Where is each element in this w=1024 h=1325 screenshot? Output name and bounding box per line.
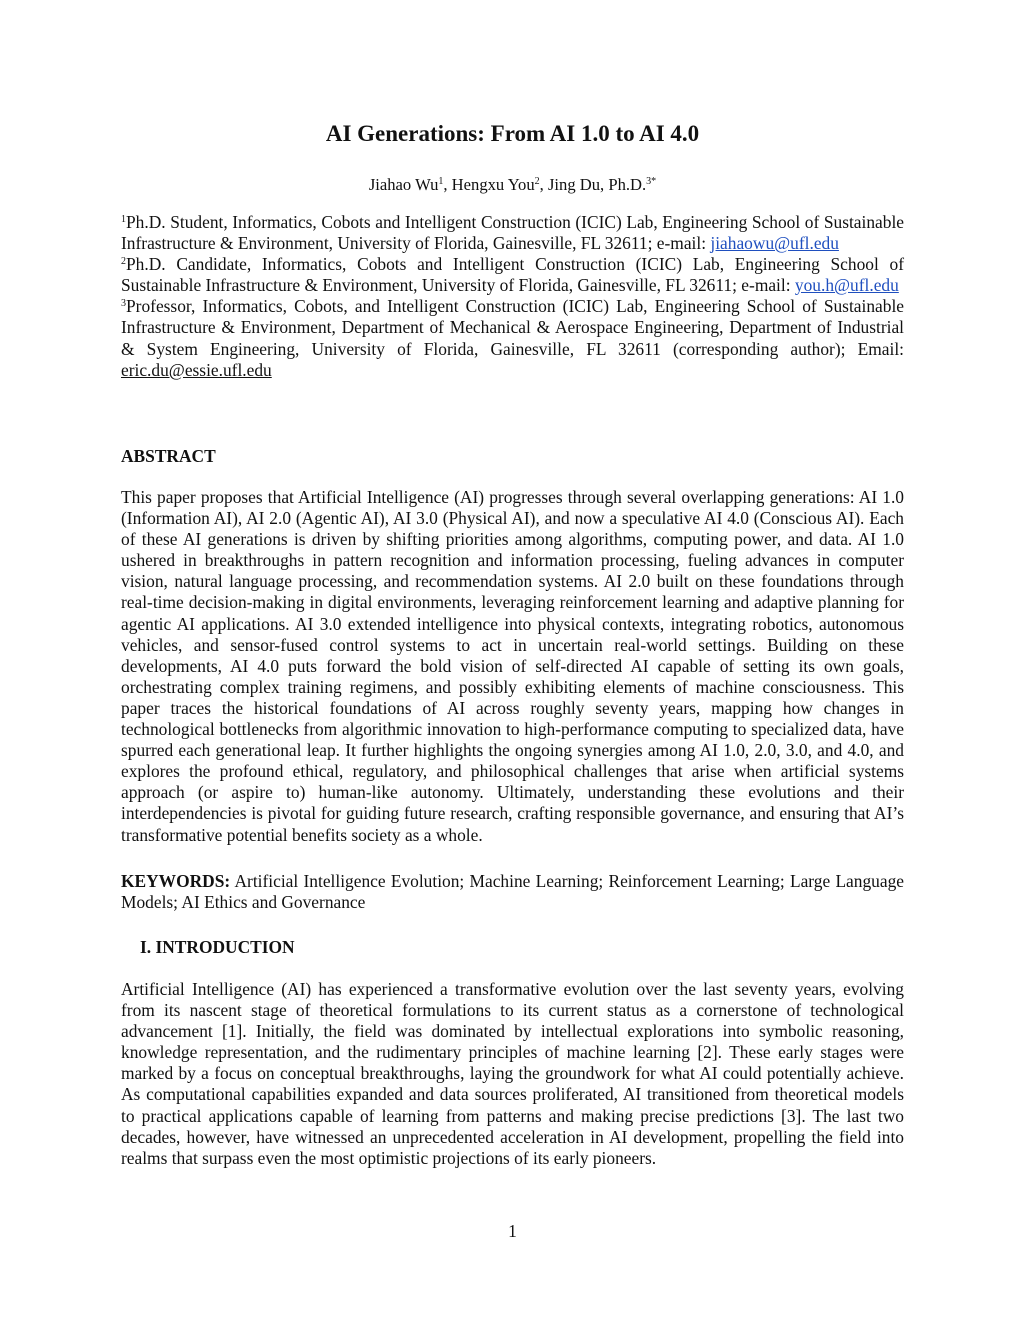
author-separator: , xyxy=(539,175,548,194)
affiliation-item xyxy=(121,212,904,254)
affiliation-item xyxy=(121,254,904,296)
affiliation-mark: 1 xyxy=(121,214,126,225)
author-list xyxy=(121,173,904,197)
affiliation-item xyxy=(121,296,904,380)
abstract-text: This paper proposes that Artificial Intelligence (AI) progresses through several overlapping generations: AI 1.0 (Information AI), AI 2.0 (Agentic AI), AI 3.0 (Physical AI), and now a speculative AI 4.0 (Conscious AI). Each of these AI generations is driven by shifting priorities among algorithms, computing power, and data. AI 1.0 ushered in breakthroughs in pattern recognition and information processing, fueling advances in computer vision, natural language processing, and recommendation systems. AI 2.0 built on these foundations through real-time decision-making in digital environments, leveraging reinforcement learning and adaptive planning for agentic AI applications. AI 3.0 extended intelligence into physical contexts, integrating robotics, autonomous vehicles, and sensor-fused control systems to act in uncertain real-world settings. Building on these developments, AI 4.0 puts forward the bold vision of self-directed AI capable of setting its own goals, orchestrating complex training regimens, and possibly exhibiting elements of machine consciousness. This paper traces the historical foundations of AI across roughly seventy years, mapping how changes in technological bottlenecks from algorithmic innovation to high-performance computing to specialized data, have spurred each generational leap. It further highlights the ongoing synergies among AI 1.0, 2.0, 3.0, and 4.0, and explores the profound ethical, regulatory, and philosophical challenges that arise when artificial systems approach (or aspire to) human-like autonomy. Ultimately, understanding these evolutions and their interdependencies is pivotal for guiding future research, crafting responsible governance, and ensuring that AI’s transformative potential benefits society as a whole. xyxy=(121,487,904,845)
author-name: Jing Du, Ph.D. xyxy=(547,175,647,194)
author-affiliation-mark: 2 xyxy=(534,176,540,187)
author-email-link[interactable]: you.h@ufl.edu xyxy=(794,275,899,296)
author-separator: , xyxy=(443,175,452,194)
author-name: Hengxu You xyxy=(451,175,535,194)
introduction-heading: I. INTRODUCTION xyxy=(140,937,295,957)
author-email-link[interactable]: jiahaowu@ufl.edu xyxy=(710,233,839,254)
author-affiliation-mark: 3* xyxy=(646,176,657,187)
author-name: Jiahao Wu xyxy=(368,175,439,194)
affiliation-text: Professor, Informatics, Cobots, and Intelligent Construction (ICIC) Lab, Engineering School of Sustainable Infrastructure & Environment, Department of Mechanical & Aerospace Engineering, Department of Industrial & System Engineering, University of Florida, Gainesville, FL 32611 (corresponding author); Email: xyxy=(121,296,904,359)
abstract-heading: ABSTRACT xyxy=(121,446,216,466)
keywords-label: KEYWORDS: xyxy=(121,871,231,891)
author-affiliation-mark: 1 xyxy=(438,176,444,187)
corresponding-email-link[interactable]: eric.du@essie.ufl.edu xyxy=(121,359,272,380)
paper-title: AI Generations: From AI 1.0 to AI 4.0 xyxy=(325,121,700,146)
page-number: 1 xyxy=(508,1221,517,1241)
affiliation-mark: 3 xyxy=(121,298,126,310)
keywords-text: Artificial Intelligence Evolution; Machine Learning; Reinforcement Learning; Large Language Models; AI Ethics and Governance xyxy=(121,871,904,913)
introduction-text: Artificial Intelligence (AI) has experienced a transformative evolution over the last seventy years, evolving from its nascent stage of theoretical formulations to its current status as a cornerstone of technological advancement [1]. Initially, the field was dominated by intellectual explorations into symbolic reasoning, knowledge representation, and the rudimentary principles of machine learning [2]. These early stages were marked by a focus on conceptual breakthroughs, laying the groundwork for what AI could potentially achieve. As computational capabilities expanded and data sources proliferated, AI transitioned from theoretical models to practical applications capable of learning from patterns and making precise predictions [3]. The last two decades, however, have witnessed an unprecedented acceleration in AI development, propelling the field into realms that surpass even the most optimistic projections of its early pioneers. xyxy=(121,979,904,1168)
affiliation-text: Ph.D. Candidate, Informatics, Cobots and Intelligent Construction (ICIC) Lab, Engineering School of Sustainable Infrastructure & Environment, University of Florida, Gainesville, FL 32611; e-mail: xyxy=(121,254,904,296)
keywords xyxy=(121,871,904,913)
affiliation-mark: 2 xyxy=(121,256,126,268)
affiliation-list xyxy=(121,212,904,381)
affiliation-text: Ph.D. Student, Informatics, Cobots and Intelligent Construction (ICIC) Lab, Engineering School of Sustainable Infrastructure & Environment, University of Florida, Gainesville, FL 32611; e-mail: xyxy=(121,212,904,254)
